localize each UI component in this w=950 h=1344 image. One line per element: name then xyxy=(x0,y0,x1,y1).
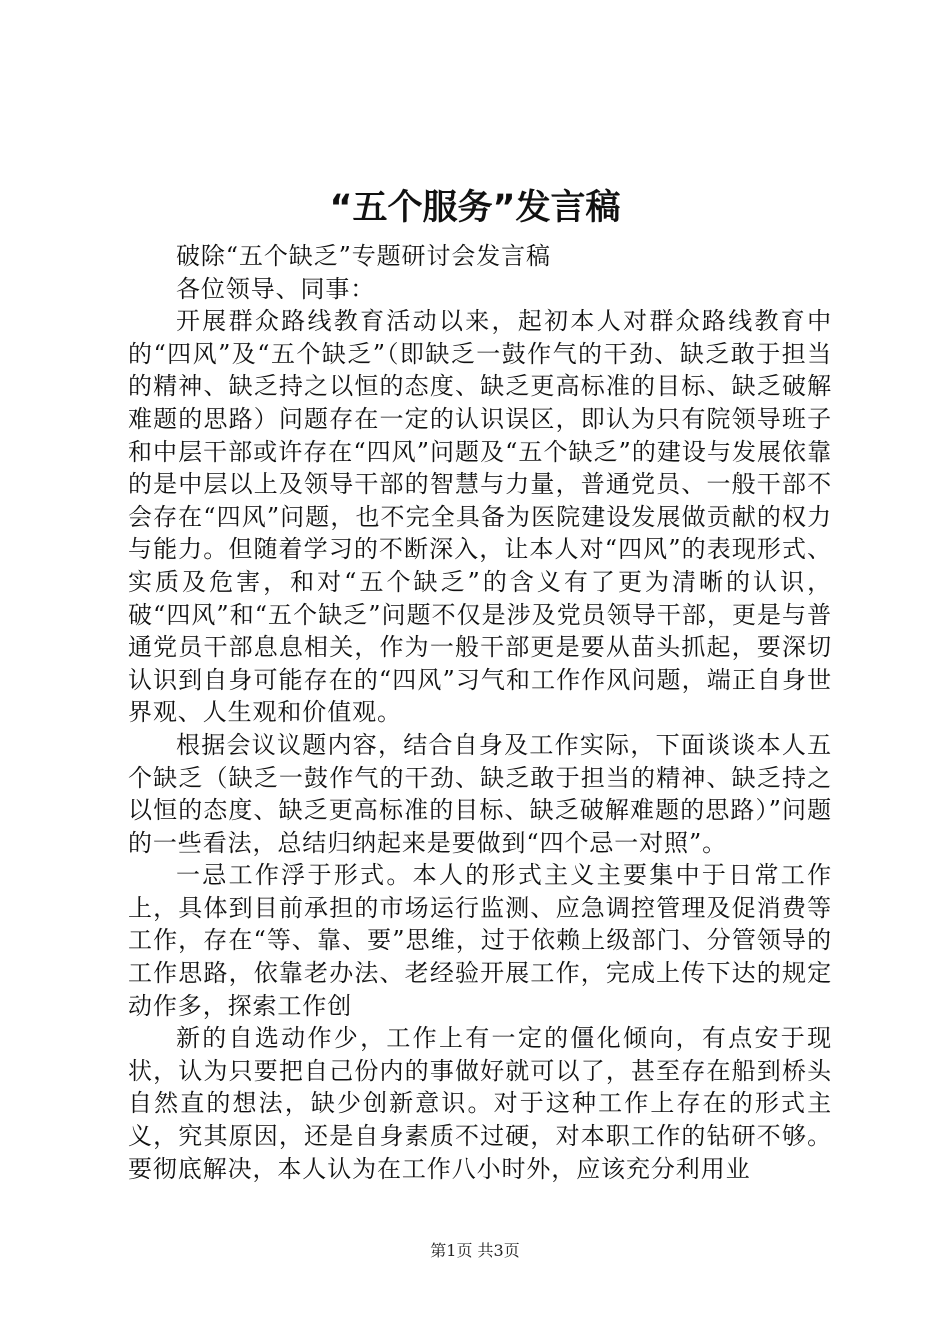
paragraph-1: 开展群众路线教育活动以来，起初本人对群众路线教育中的“四风”及“五个缺乏”（即缺乏一鼓作气的干劲、缺乏敢于担当的精神、缺乏持之以恒的态度、缺乏更高标准的目标、缺乏破解难题的思路）问题存在一定的认识误区，即认为只有院领导班子和中层干部或许存在“四风”问题及“五个缺乏”的建设与发展依靠的是中层以上及领导干部的智慧与力量，普通党员、一般干部不会存在“四风”问题，也不完全具备为医院建设发展做贡献的权力与能力。但随着学习的不断深入，让本人对“四风”的表现形式、实质及危害，和对“五个缺乏”的含义有了更为清晰的认识，破“四风”和“五个缺乏”问题不仅是涉及党员领导干部，更是与普通党员干部息息相关，作为一般干部更是要从苗头抓起，要深切认识到自身可能存在的“四风”习气和工作作风问题，端正自身世界观、人生观和价值观。 xyxy=(128,307,832,727)
page-footer: 第1页 共3页 xyxy=(430,1241,520,1260)
paragraph-salutation: 各位领导、同事： xyxy=(176,274,376,303)
paragraph-subtitle: 破除“五个缺乏”专题研讨会发言稿 xyxy=(176,242,551,270)
paragraph-3: 一忌工作浮于形式。本人的形式主义主要集中于日常工作上，具体到目前承担的市场运行监测、应急调控管理及促消费等工作，存在“等、靠、要”思维，过于依赖上级部门、分管领导的工作思路，依靠老办法、老经验开展工作，完成上传下达的规定动作多，探索工作创 xyxy=(128,861,832,1020)
paragraph-2: 根据会议议题内容，结合自身及工作实际，下面谈谈本人五个缺乏（缺乏一鼓作气的干劲、缺乏敢于担当的精神、缺乏持之以恒的态度、缺乏更高标准的目标、缺乏破解难题的思路）”问题的一些看法，总结归纳起来是要做到“四个忌一对照”。 xyxy=(128,730,832,857)
paragraph-4: 新的自选动作少，工作上有一定的僵化倾向，有点安于现状，认为只要把自己份内的事做好就可以了，甚至存在船到桥头自然直的想法，缺少创新意识。对于这种工作上存在的形式主义，究其原因，还是自身素质不过硬，对本职工作的钻研不够。要彻底解决，本人认为在工作八小时外，应该充分利用业 xyxy=(128,1024,832,1183)
document-title: “五个服务”发言稿 xyxy=(329,188,621,228)
document-body xyxy=(128,240,832,1185)
